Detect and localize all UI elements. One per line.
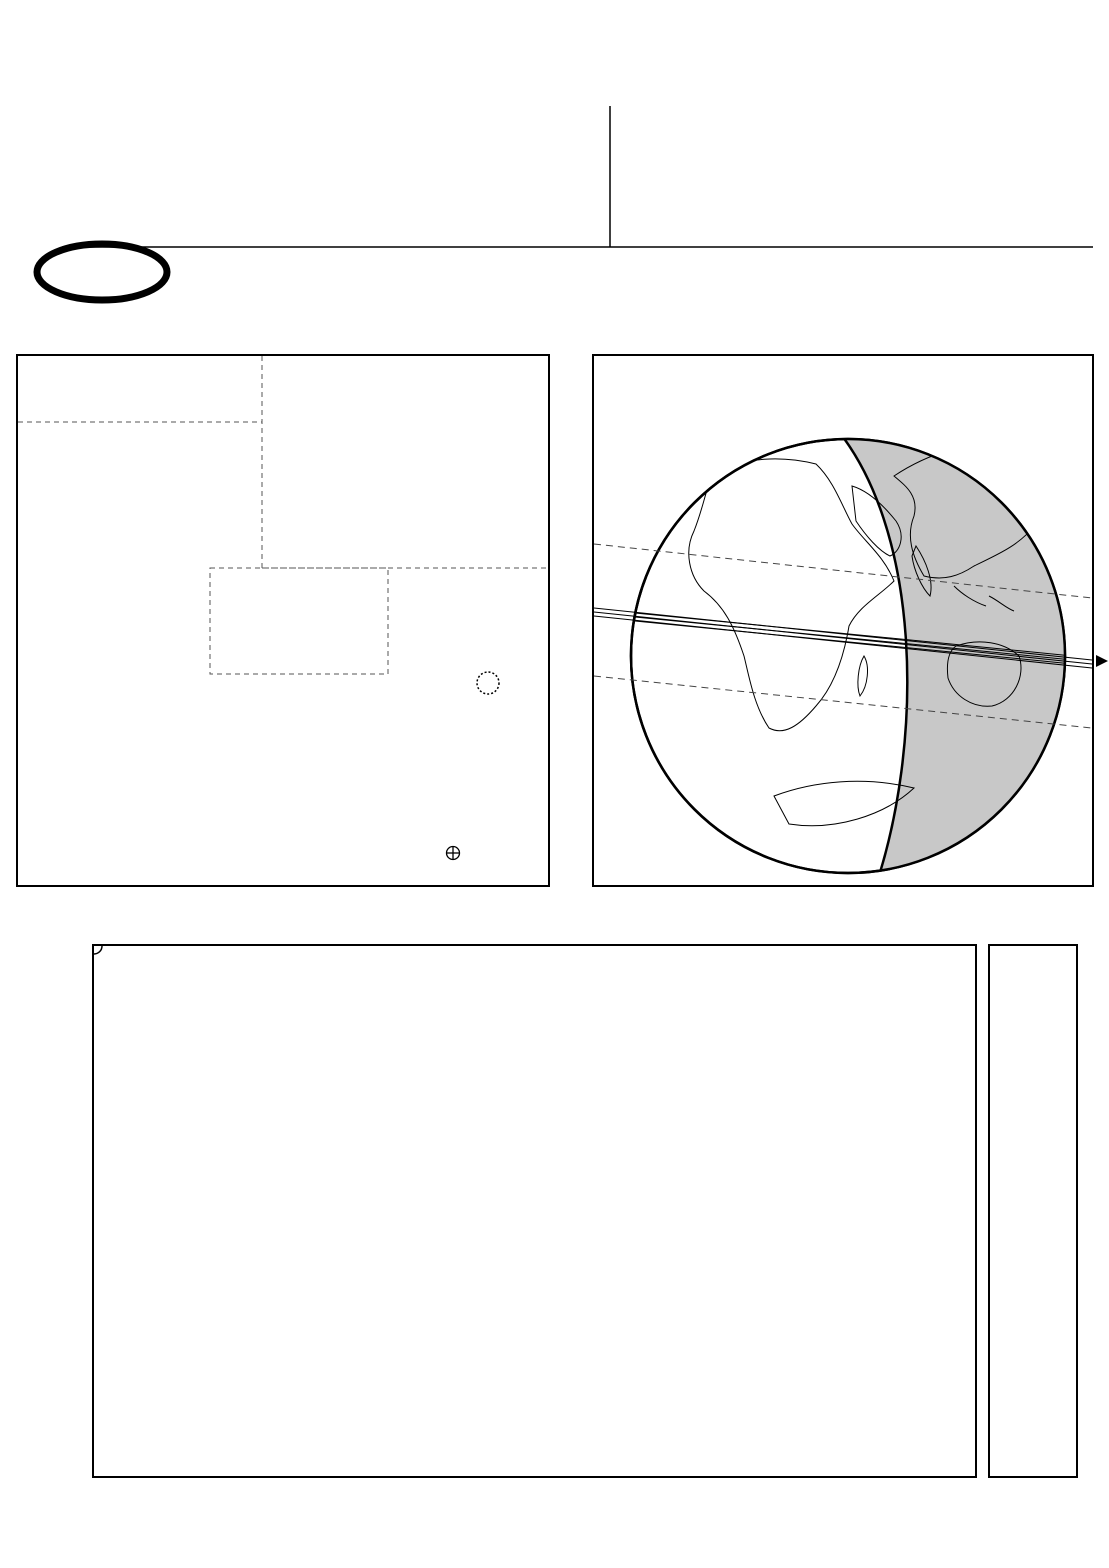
magnitude-scale [988,944,1078,1478]
m22-cluster-icon [447,847,460,860]
finder-chart [16,354,550,887]
m25-cluster-icon [477,672,499,694]
finder-chart-plot [18,356,548,885]
path-arrow-icon [1096,655,1108,667]
earth-globe-panel [592,354,1094,887]
info-table-lines [0,0,1109,330]
magnitude-drop-highlight [37,244,167,300]
star-chart-plot [94,946,975,1476]
target-star-marker [94,946,102,954]
star-chart [92,944,977,1478]
magnitude-scale-dots [990,946,1076,1476]
earth-globe [594,356,1092,885]
